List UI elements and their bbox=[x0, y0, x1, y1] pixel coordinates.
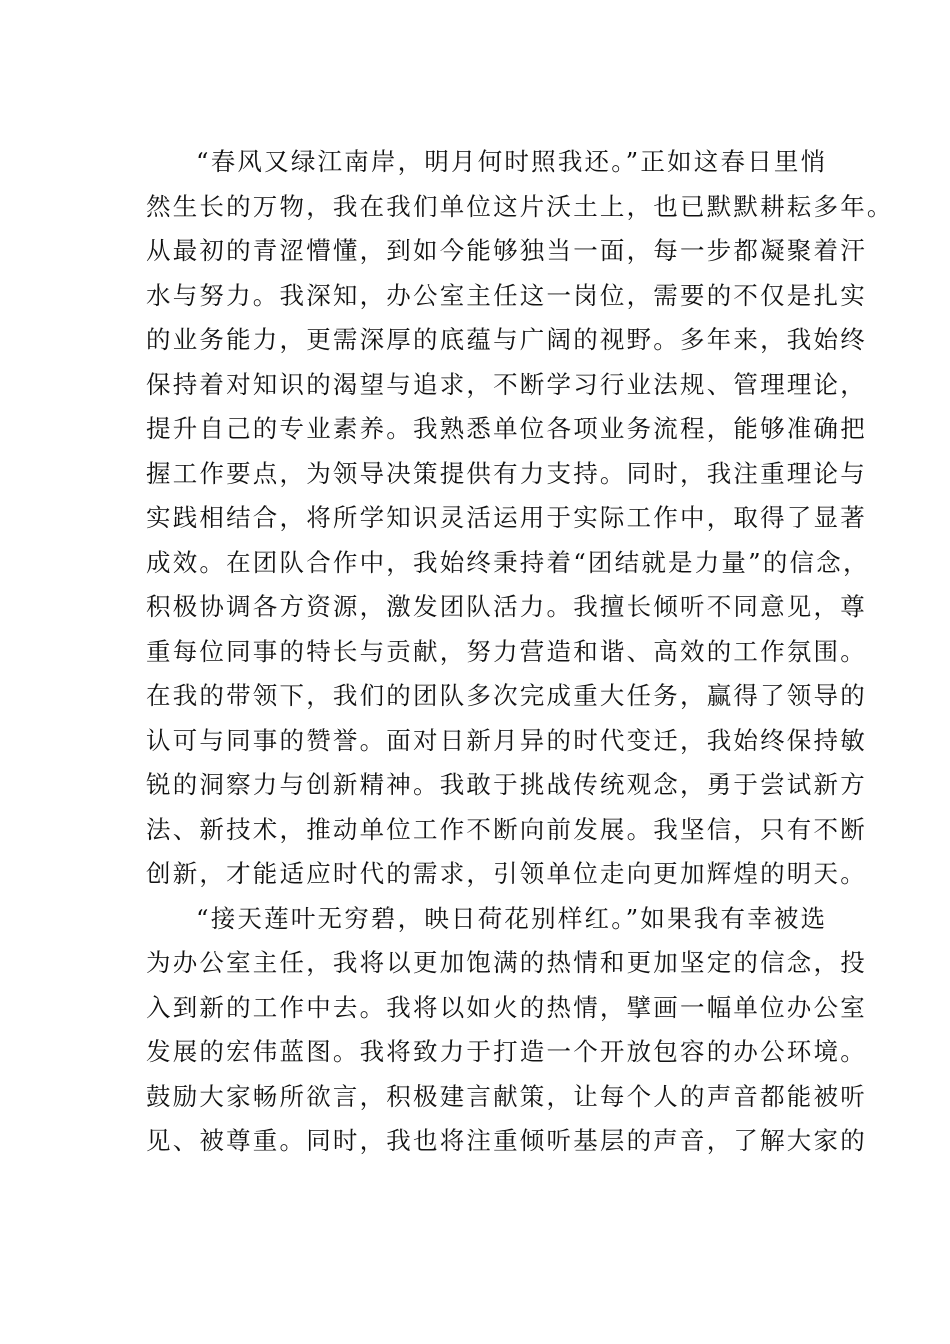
text-line: 为办公室主任，我将以更加饱满的热情和更加坚定的信念，投 bbox=[146, 948, 867, 977]
text-line: “春风又绿江南岸，明月何时照我还。”正如这春日里悄 bbox=[196, 147, 828, 176]
paragraph-1 bbox=[146, 140, 894, 897]
text-line: 的业务能力，更需深厚的底蕴与广阔的视野。多年来，我始终 bbox=[146, 325, 867, 354]
text-line: 握工作要点，为领导决策提供有力支持。同时，我注重理论与 bbox=[146, 458, 867, 488]
document-body bbox=[146, 140, 894, 1164]
text-line: 法、新技术，推动单位工作不断向前发展。我坚信，只有不断 bbox=[146, 814, 867, 844]
text-line: 鼓励大家畅所欲言，积极建言献策，让每个人的声音都能被听 bbox=[146, 1081, 867, 1111]
text-line: 创新，才能适应时代的需求，引领单位走向更加辉煌的明天。 bbox=[146, 859, 867, 888]
text-line: 发展的宏伟蓝图。我将致力于打造一个开放包容的办公环境。 bbox=[146, 1037, 867, 1066]
text-line: 重每位同事的特长与贡献，努力营造和谐、高效的工作氛围。 bbox=[146, 636, 867, 666]
text-line: 实践相结合，将所学知识灵活运用于实际工作中，取得了显著 bbox=[146, 503, 867, 532]
paragraph-2 bbox=[146, 897, 867, 1164]
text-line: 从最初的青涩懵懂，到如今能够独当一面，每一步都凝聚着汗 bbox=[146, 236, 867, 265]
text-line: “接天莲叶无穷碧，映日荷花别样红。”如果我有幸被选 bbox=[196, 903, 828, 933]
text-line: 积极协调各方资源，激发团队活力。我擅长倾听不同意见，尊 bbox=[146, 592, 867, 621]
text-line: 成效。在团队合作中，我始终秉持着“团结就是力量”的信念， bbox=[146, 547, 870, 577]
text-line: 入到新的工作中去。我将以如火的热情，擘画一幅单位办公室 bbox=[146, 992, 867, 1022]
text-line: 锐的洞察力与创新精神。我敢于挑战传统观念，勇于尝试新方 bbox=[146, 770, 867, 799]
text-line: 保持着对知识的渴望与追求，不断学习行业法规、管理理论， bbox=[146, 369, 867, 399]
text-line: 见、被尊重。同时，我也将注重倾听基层的声音，了解大家的 bbox=[146, 1126, 867, 1155]
text-line: 认可与同事的赞誉。面对日新月异的时代变迁，我始终保持敏 bbox=[146, 725, 867, 755]
text-line: 提升自己的专业素养。我熟悉单位各项业务流程，能够准确把 bbox=[146, 414, 867, 443]
text-line: 在我的带领下，我们的团队多次完成重大任务，赢得了领导的 bbox=[146, 681, 867, 710]
text-line: 然生长的万物，我在我们单位这片沃土上，也已默默耕耘多年。 bbox=[146, 191, 894, 221]
text-line: 水与努力。我深知，办公室主任这一岗位，需要的不仅是扎实 bbox=[146, 280, 867, 310]
